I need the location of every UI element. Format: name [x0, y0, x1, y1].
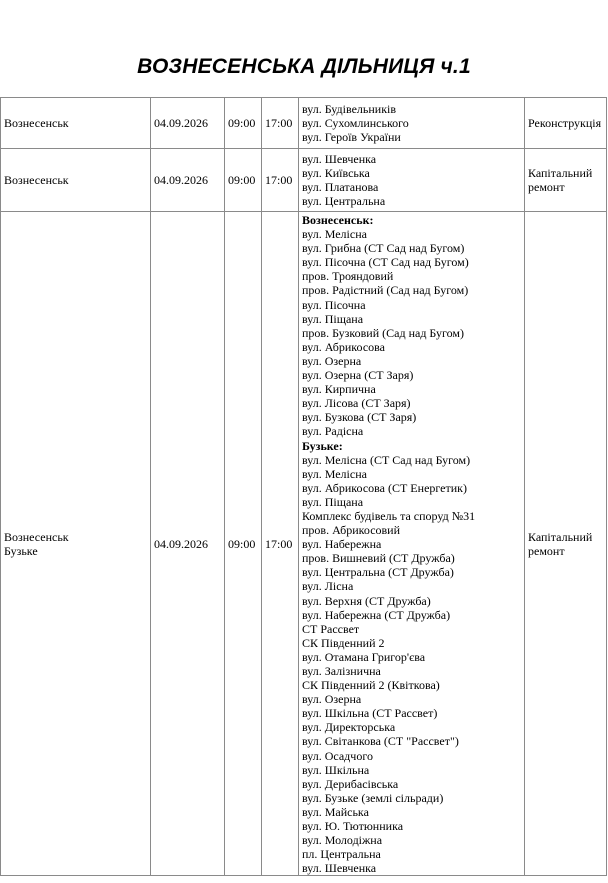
table-row — [1, 98, 607, 149]
street-item: вул. Мелісна (СТ Сад над Бугом) — [302, 452, 471, 467]
date-cell — [151, 98, 225, 149]
street-item: вул. Набережна — [302, 537, 382, 552]
reason-cell — [525, 212, 607, 876]
reason-cell — [525, 149, 607, 212]
street-item: вул. Мелісна — [302, 227, 367, 242]
street-item: вул. Озерна — [302, 353, 362, 368]
street-item: вул. Кирпична — [302, 382, 376, 397]
street-item: пров. Абрикосовий — [302, 523, 401, 538]
street-item: пл. Центральна — [302, 847, 381, 862]
street-item: пров. Радістний (Сад над Бугом) — [302, 283, 469, 298]
settlement-cell — [1, 212, 151, 876]
date-cell — [151, 212, 225, 876]
street-item: вул. Світанкова (СТ "Рассвет") — [302, 734, 459, 749]
street-item: вул. Верхня (СТ Дружба) — [302, 593, 431, 608]
settlement-cell — [1, 149, 151, 212]
end-time-cell-line: 17:00 — [265, 172, 293, 187]
start-time-cell — [225, 212, 262, 876]
street-item: пров. Бузковий (Сад над Бугом) — [302, 325, 465, 340]
street-item: вул. Грибна (СТ Сад над Бугом) — [302, 241, 465, 256]
street-item: вул. Отамана Григор'єва — [302, 649, 426, 664]
street-item: вул. Героїв України — [302, 130, 401, 145]
start-time-cell — [225, 149, 262, 212]
settlement-cell-line: Вознесенськ — [4, 529, 69, 544]
street-item: вул. Бузьке (землі сільради) — [302, 790, 444, 805]
street-item: пров. Вишневий (СТ Дружба) — [302, 551, 455, 566]
start-time-cell-line: 09:00 — [228, 115, 256, 130]
street-item: вул. Лісна — [302, 579, 354, 594]
street-item: вул. Директорська — [302, 720, 396, 735]
street-item: СТ Рассвет — [302, 621, 360, 636]
end-time-cell — [262, 149, 299, 212]
street-item: вул. Абрикосова — [302, 339, 385, 354]
date-cell — [151, 149, 225, 212]
outage-schedule-table — [0, 97, 607, 876]
street-item: вул. Шкільна (СТ Рассвет) — [302, 706, 438, 721]
street-item: вул. Набережна (СТ Дружба) — [302, 607, 451, 622]
settlement-cell — [1, 98, 151, 149]
settlement-cell-line: Бузьке — [4, 543, 38, 558]
street-item: вул. Мелісна — [302, 466, 367, 481]
street-item: вул. Бузкова (СТ Заря) — [302, 410, 417, 425]
street-item: СК Південний 2 — [302, 635, 385, 650]
settlement-cell-line: Вознесенськ — [4, 172, 69, 187]
street-item: вул. Шкільна — [302, 762, 370, 777]
table-body — [1, 98, 607, 876]
end-time-cell — [262, 98, 299, 149]
start-time-cell-line: 09:00 — [228, 172, 256, 187]
end-time-cell-line: 17:00 — [265, 115, 293, 130]
street-item: вул. Сухомлинського — [302, 115, 409, 130]
settlement-cell-line: Вознесенськ — [4, 115, 69, 130]
reason-cell-line: ремонт — [528, 543, 565, 558]
end-time-cell — [262, 212, 299, 876]
street-item: вул. Озерна (СТ Заря) — [302, 368, 414, 383]
street-item: вул. Молодіжна — [302, 833, 383, 848]
street-item: вул. Центральна (СТ Дружба) — [302, 565, 454, 580]
street-item: вул. Дерибасівська — [302, 776, 399, 791]
street-item: вул. Абрикосова (СТ Енергетик) — [302, 480, 467, 495]
street-item: вул. Платанова — [302, 180, 379, 194]
page-title: ВОЗНЕСЕНСЬКА ДІЛЬНИЦЯ ч.1 — [137, 55, 471, 78]
street-item: вул. Пісочна — [302, 297, 366, 312]
table-row — [1, 212, 607, 876]
street-item: вул. Лісова (СТ Заря) — [302, 396, 411, 411]
streets-cell — [299, 149, 525, 212]
street-item: вул. Київська — [302, 165, 370, 180]
settlement-group-header: Бузьке: — [302, 438, 343, 453]
street-item: вул. Центральна — [302, 194, 386, 209]
reason-cell-line: ремонт — [528, 180, 565, 194]
streets-cell — [299, 98, 525, 149]
street-item: вул. Пісочна (СТ Сад над Бугом) — [302, 255, 469, 270]
streets-cell — [299, 212, 525, 876]
street-item: вул. Шевченка — [302, 151, 377, 166]
street-item: Комплекс будівель та споруд №31 — [302, 508, 476, 523]
street-item: вул. Озерна — [302, 692, 362, 707]
reason-cell — [525, 98, 607, 149]
table-row — [1, 149, 607, 212]
start-time-cell-line: 09:00 — [228, 536, 256, 551]
street-item: СК Південний 2 (Квіткова) — [302, 678, 440, 693]
end-time-cell-line: 17:00 — [265, 536, 293, 551]
street-item: вул. Ю. Тютюнника — [302, 819, 404, 834]
date-cell-line: 04.09.2026 — [154, 172, 208, 187]
street-item: вул. Осадчого — [302, 748, 373, 763]
settlement-group-header: Вознесенськ: — [302, 213, 374, 227]
street-item: вул. Майська — [302, 804, 369, 819]
street-item: вул. Піщана — [302, 494, 364, 509]
street-item: вул. Будівельників — [302, 101, 397, 116]
street-item: пров. Трояндовий — [302, 269, 394, 284]
reason-cell-line: Капітальний — [528, 529, 593, 544]
reason-cell-line: Реконструкція — [528, 115, 602, 130]
start-time-cell — [225, 98, 262, 149]
reason-cell-line: Капітальний — [528, 165, 593, 180]
street-item: вул. Залізнична — [302, 664, 381, 678]
date-cell-line: 04.09.2026 — [154, 536, 208, 551]
date-cell-line: 04.09.2026 — [154, 115, 208, 130]
street-item: вул. Піщана — [302, 311, 364, 326]
street-item: вул. Радісна — [302, 424, 364, 439]
street-item: вул. Шевченка — [302, 861, 377, 876]
